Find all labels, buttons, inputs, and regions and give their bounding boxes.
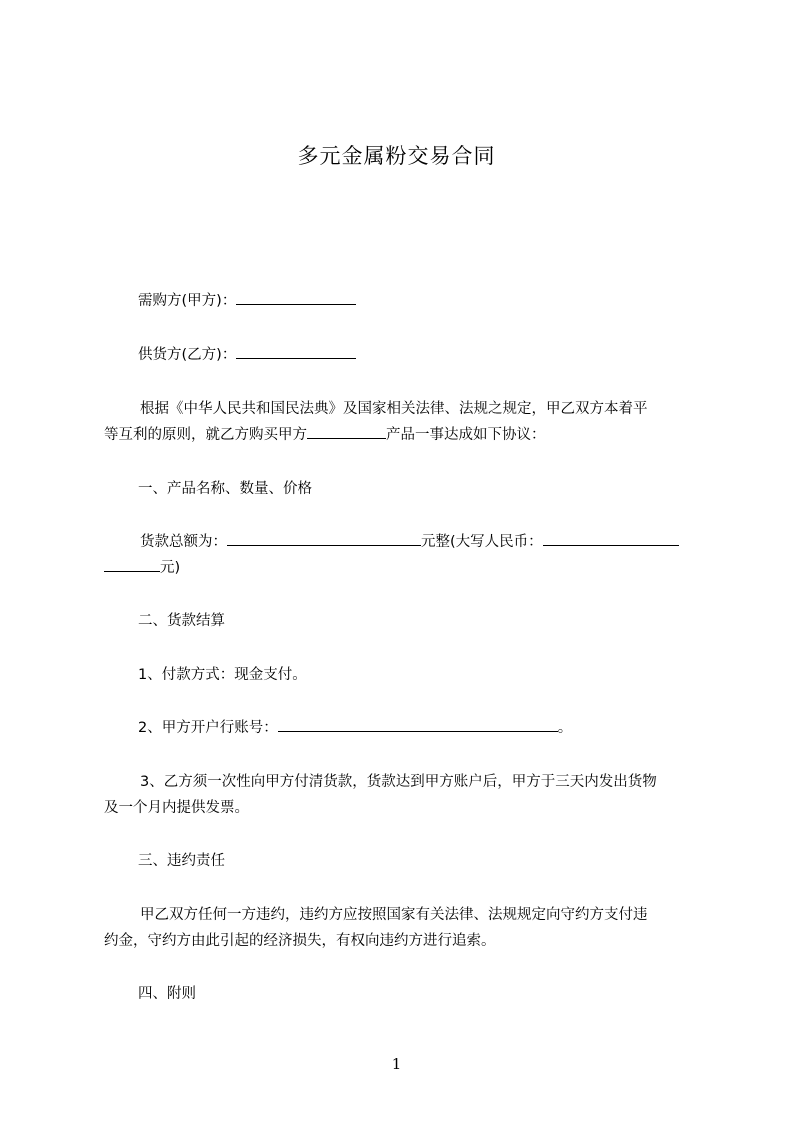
buyer-line xyxy=(138,286,356,316)
item-2-label: 2、甲方开户行账号： xyxy=(138,720,278,736)
item-1: 1、付款方式：现金支付。 xyxy=(138,667,307,683)
intro-line-1: 根据《中华人民共和国民法典》及国家相关法律、法规之规定，甲乙双方本着平 xyxy=(140,401,648,417)
total-end: 元) xyxy=(160,560,181,576)
bank-account-blank xyxy=(278,714,558,732)
intro-line-2-a: 等互利的原则，就乙方购买甲方 xyxy=(104,427,307,443)
intro-line-2-b: 产品一事达成如下协议： xyxy=(386,427,546,443)
intro-line-2 xyxy=(104,420,546,450)
total-words-blank xyxy=(543,528,679,546)
section-1-heading: 一、产品名称、数量、价格 xyxy=(138,481,312,497)
total-label: 货款总额为： xyxy=(140,534,227,550)
product-blank xyxy=(307,421,386,439)
buyer-label: 需购方(甲方)： xyxy=(138,293,237,309)
total-words-blank-cont xyxy=(104,554,160,572)
item-2-end: 。 xyxy=(557,720,573,736)
supplier-line xyxy=(138,340,356,370)
buyer-blank xyxy=(236,287,356,305)
page-title: 多元金属粉交易合同 xyxy=(297,144,496,168)
supplier-blank xyxy=(236,341,356,359)
total-amount-blank xyxy=(227,528,421,546)
total-line-1 xyxy=(140,527,679,557)
item-2 xyxy=(138,713,572,743)
total-line-2 xyxy=(104,553,180,583)
total-mid: 元整(大写人民币： xyxy=(421,534,543,550)
section-2-heading: 二、货款结算 xyxy=(138,613,225,629)
supplier-label: 供货方(乙方)： xyxy=(138,347,237,363)
breach-line-1: 甲乙双方任何一方违约，违约方应按照国家有关法律、法规规定向守约方支付违 xyxy=(140,907,648,923)
section-3-heading: 三、违约责任 xyxy=(138,853,225,869)
page-number: 1 xyxy=(391,1055,402,1073)
item-3-line-2: 及一个月内提供发票。 xyxy=(104,800,249,816)
section-4-heading: 四、附则 xyxy=(138,986,196,1002)
item-3-line-1: 3、乙方须一次性向甲方付清货款，货款达到甲方账户后，甲方于三天内发出货物 xyxy=(140,774,657,790)
breach-line-2: 约金，守约方由此引起的经济损失，有权向违约方进行追索。 xyxy=(104,933,496,949)
